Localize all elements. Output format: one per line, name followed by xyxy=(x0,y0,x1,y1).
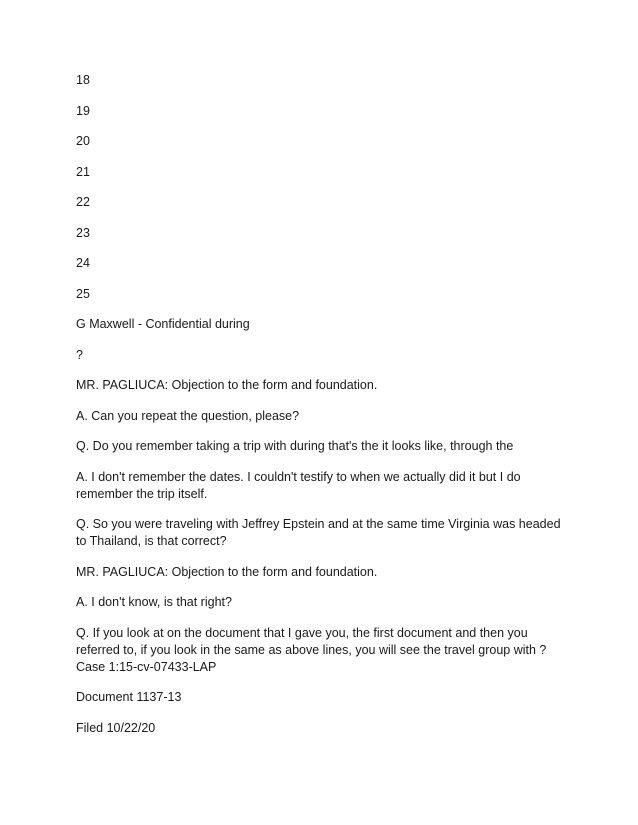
line-number: 20 xyxy=(76,134,90,148)
question-mark: ? xyxy=(76,347,83,362)
question-paragraph: Q. If you look at on the document that I gave you, the first document and then you referred to, if you look in the same as above lines, you will see the travel group with ? Case 1:15-cv-07433-LAP xyxy=(76,625,547,674)
answer-paragraph: A. I don't remember the dates. I couldn't testify to when we actually did it but I do remember the trip itself. xyxy=(76,469,521,501)
line-number: 18 xyxy=(76,73,90,87)
question-paragraph: Q. So you were traveling with Jeffrey Epstein and at the same time Virginia was headed to Thailand, is that correct? xyxy=(76,517,561,548)
line-number: 23 xyxy=(76,225,90,240)
question-paragraph: Q. Do you remember taking a trip with during that's the it looks like, through the xyxy=(76,439,514,453)
objection-paragraph: MR. PAGLIUCA: Objection to the form and foundation. xyxy=(76,378,378,392)
line-number: 24 xyxy=(76,256,90,270)
header-confidential: G Maxwell - Confidential during xyxy=(76,317,250,331)
answer-paragraph: A. Can you repeat the question, please? xyxy=(76,408,300,423)
objection-paragraph: MR. PAGLIUCA: Objection to the form and foundation. xyxy=(76,564,378,579)
line-number: 21 xyxy=(76,164,90,179)
document-number: Document 1137-13 xyxy=(76,690,182,704)
line-number: 22 xyxy=(76,195,90,209)
answer-paragraph: A. I don't know, is that right? xyxy=(76,595,232,609)
filed-date: Filed 10/22/20 xyxy=(76,720,156,735)
line-number: 19 xyxy=(76,103,90,118)
transcript-content xyxy=(76,72,566,750)
line-number: 25 xyxy=(76,286,90,301)
